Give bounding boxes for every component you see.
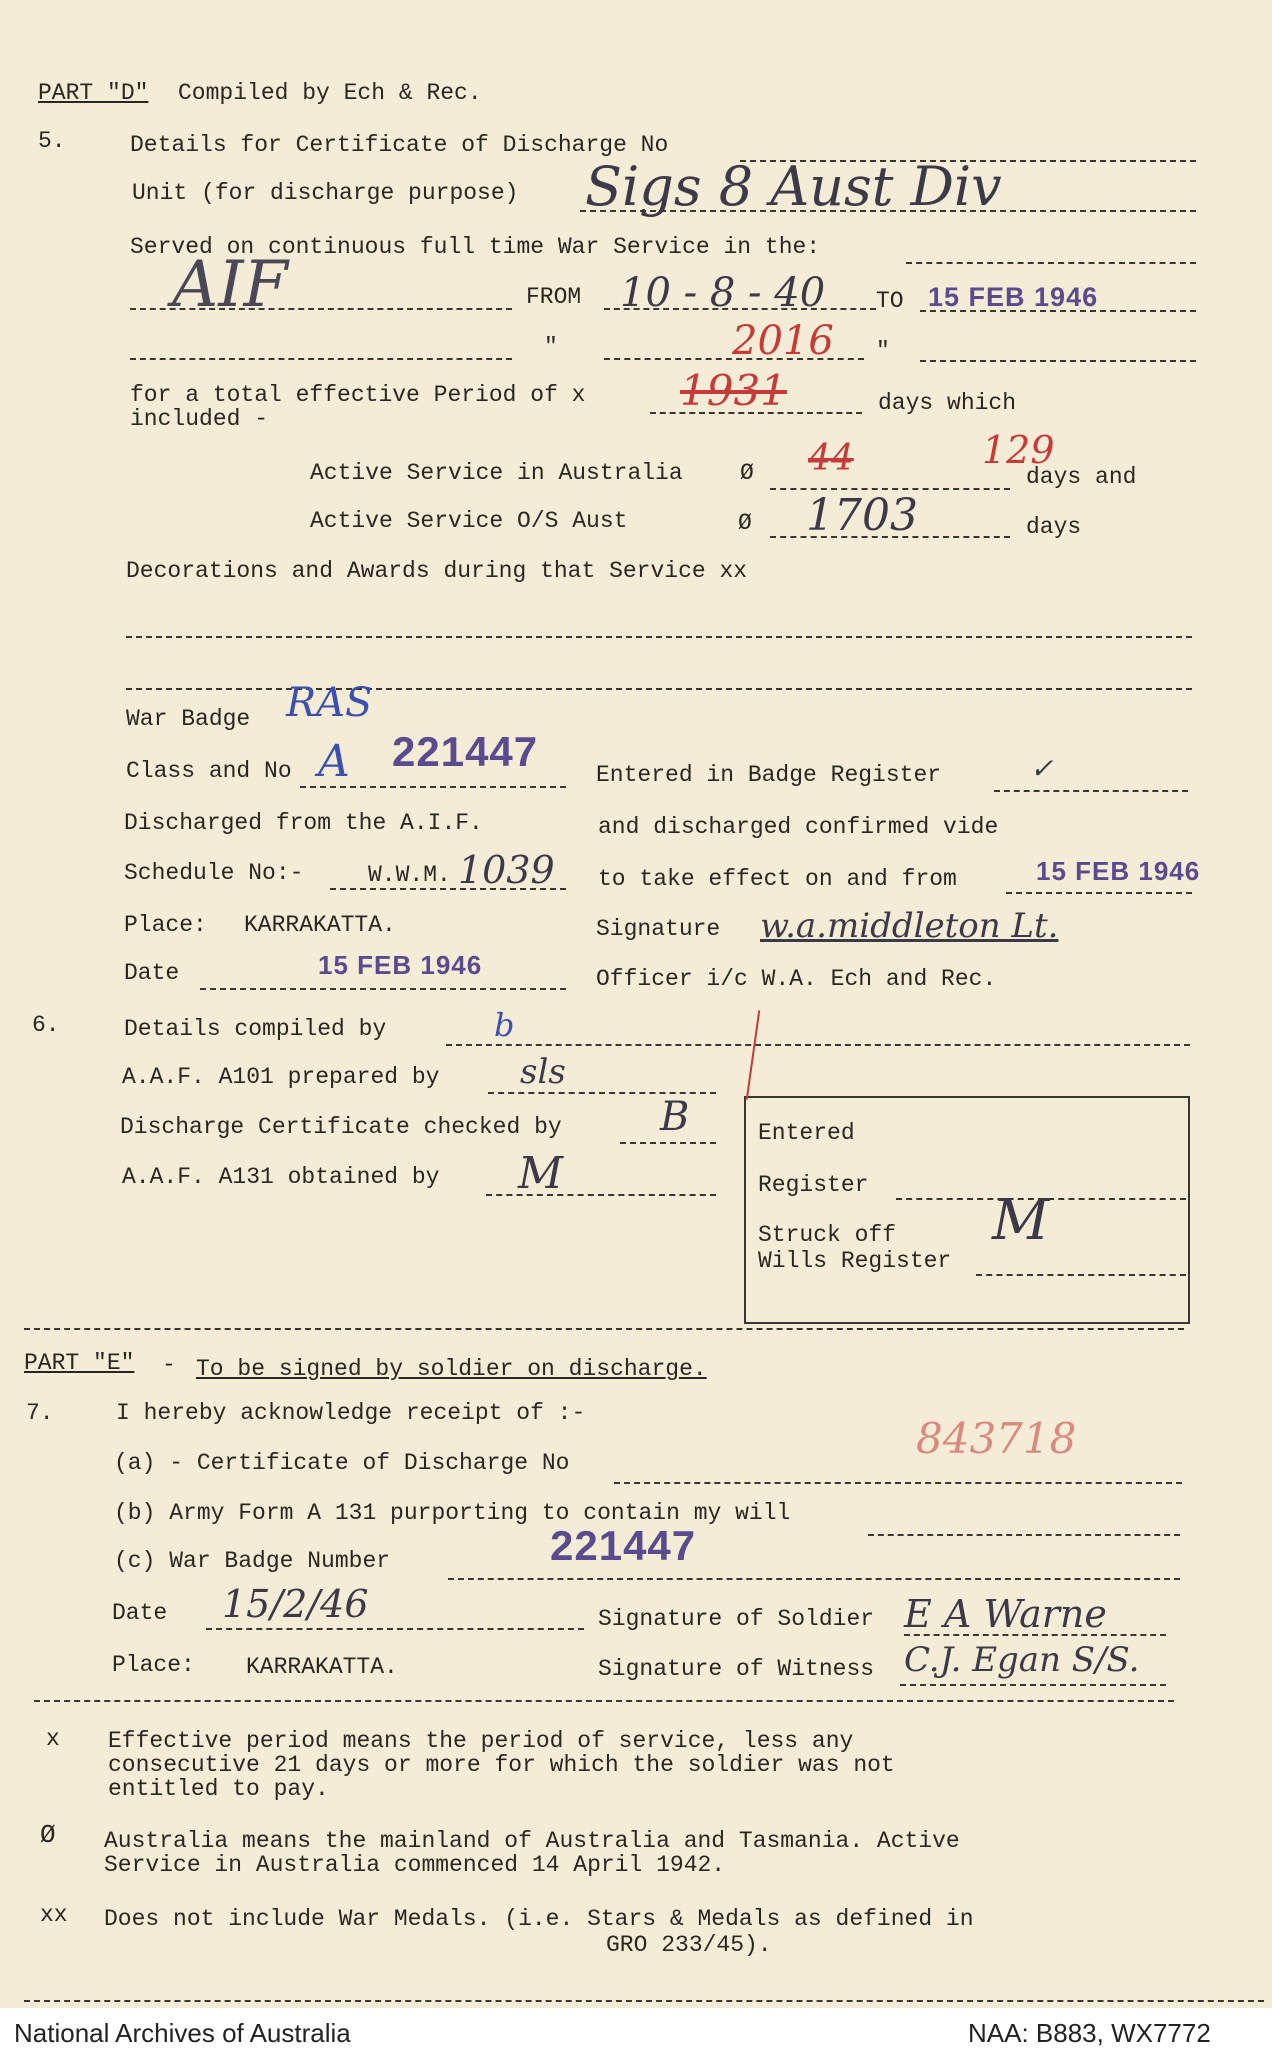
note-xx-symbol: xx <box>40 1902 68 1928</box>
archive-name: National Archives of Australia <box>14 2018 351 2048</box>
badge-register-line <box>994 790 1188 792</box>
compiled-line <box>446 1044 1190 1046</box>
aaf-a101-label: A.A.F. A101 prepared by <box>122 1064 440 1090</box>
badge-register-mark: ✓ <box>1030 752 1054 785</box>
witness-signature: C.J. Egan S/S. <box>904 1640 1140 1680</box>
wills-register-line <box>976 1274 1186 1276</box>
place-label: Place: <box>124 912 207 938</box>
item-a-label: (a) - Certificate of Discharge No <box>114 1450 570 1476</box>
part-d-title: Compiled by Ech & Rec. <box>178 80 482 106</box>
note-xx-line2: GRO 233/45). <box>606 1932 772 1958</box>
from-line <box>604 308 876 310</box>
total-days-line <box>650 412 862 414</box>
entered-badge-register-label: Entered in Badge Register <box>596 762 942 788</box>
part-e-place-value: KARRAKATTA. <box>246 1654 398 1680</box>
part-e-dash: - <box>162 1352 176 1378</box>
entered-label: Entered <box>758 1120 855 1146</box>
item-c-line <box>448 1578 1180 1580</box>
note-x-line3: entitled to pay. <box>108 1776 329 1802</box>
part-e-date-line <box>206 1628 584 1630</box>
item-b-label: (b) Army Form A 131 purporting to contain my will <box>114 1500 791 1526</box>
item-b-line <box>868 1534 1180 1536</box>
details-compiled-label: Details compiled by <box>124 1016 387 1042</box>
badge-number-stamp: 221447 <box>392 728 539 775</box>
active-os-line <box>770 536 1010 538</box>
active-aus-handwritten: 129 <box>982 428 1055 472</box>
wills-register-label: Wills Register <box>758 1248 952 1274</box>
schedule-number-handwritten: 1039 <box>458 848 555 892</box>
part-separator <box>24 1328 1184 1330</box>
take-effect-line <box>1006 892 1192 894</box>
a131-initials: M <box>518 1148 564 1199</box>
schedule-wwm: W.W.M. <box>368 862 451 888</box>
take-effect-label: to take effect on and from <box>598 866 957 892</box>
bottom-line <box>24 2000 1264 2002</box>
schedule-no-label: Schedule No:- <box>124 860 304 886</box>
note-x-line1: Effective period means the period of service, less any <box>108 1728 854 1754</box>
active-aus-label: Active Service in Australia <box>310 460 683 486</box>
note-xx-line1: Does not include War Medals. (i.e. Stars & Medals as defined in <box>104 1906 974 1932</box>
note-phi-line2: Service in Australia commenced 14 April 1942. <box>104 1852 726 1878</box>
archive-reference: NAA: B883, WX7772 <box>968 2018 1211 2048</box>
struck-off-label: Struck off <box>758 1222 897 1248</box>
wills-register-initials: M <box>992 1188 1050 1253</box>
register-box-top <box>744 1096 1188 1098</box>
part-e-date-label: Date <box>112 1600 168 1626</box>
class-no-line <box>300 786 566 788</box>
part-d-label: PART "D" <box>38 80 149 106</box>
to-label: TO <box>876 288 904 314</box>
a101-initials: sls <box>520 1052 566 1092</box>
date-stamp: 15 FEB 1946 <box>318 950 483 980</box>
days-and-label: days and <box>1026 464 1137 490</box>
from-label: FROM <box>526 284 582 310</box>
discharge-confirmed-label: and discharged confirmed vide <box>598 814 999 840</box>
days-handwritten: 2016 <box>732 318 834 364</box>
witness-signature-line <box>900 1684 1166 1686</box>
item-c-label: (c) War Badge Number <box>114 1548 391 1574</box>
item-a-line <box>614 1482 1182 1484</box>
note-phi-line1: Australia means the mainland of Australia and Tasmania. Active <box>104 1828 960 1854</box>
to-date-stamp: 15 FEB 1946 <box>928 282 1099 312</box>
from-date-handwritten: 10 - 8 - 40 <box>620 270 826 316</box>
officer-signature: w.a.middleton Lt. <box>760 906 1059 946</box>
discharged-aif-label: Discharged from the A.I.F. <box>124 810 483 836</box>
second-from-line <box>604 358 864 360</box>
note-phi-symbol: Ø <box>40 1820 56 1850</box>
register-label: Register <box>758 1172 869 1198</box>
date-line <box>200 988 566 990</box>
active-os-label: Active Service O/S Aust <box>310 508 628 534</box>
section-5-number: 5. <box>38 128 66 154</box>
acknowledge-label: I hereby acknowledge receipt of :- <box>116 1400 586 1426</box>
unit-handwritten: Sigs 8 Aust Div <box>585 155 1002 218</box>
cert-checked-initials: B <box>660 1094 690 1140</box>
discharge-cert-no-label: Details for Certificate of Discharge No <box>130 132 669 158</box>
section-7-number: 7. <box>26 1400 54 1426</box>
schedule-line <box>330 888 566 890</box>
part-e-place-label: Place: <box>112 1652 195 1678</box>
class-letter-handwritten: A <box>318 736 350 787</box>
certificate-number-handwritten: 843718 <box>916 1414 1077 1463</box>
active-os-handwritten: 1703 <box>806 490 918 541</box>
soldier-signature-line <box>904 1634 1166 1636</box>
soldier-signature-label: Signature of Soldier <box>598 1606 875 1632</box>
unit-line <box>580 210 1196 212</box>
place-value: KARRAKATTA. <box>244 912 396 938</box>
unit-label: Unit (for discharge purpose) <box>132 180 519 206</box>
aaf-a131-label: A.A.F. A131 obtained by <box>122 1164 440 1190</box>
part-e-title: To be signed by soldier on discharge. <box>196 1356 707 1382</box>
part-e-label: PART "E" <box>24 1350 135 1376</box>
checked-line <box>620 1142 716 1144</box>
note-x-symbol: x <box>46 1726 60 1752</box>
ditto-mark-2: " <box>876 338 890 364</box>
served-line <box>906 262 1196 264</box>
total-days-handwritten: 1931 <box>680 366 787 415</box>
witness-signature-label: Signature of Witness <box>598 1656 875 1682</box>
soldier-signature: E A Warne <box>904 1592 1107 1636</box>
cert-checked-label: Discharge Certificate checked by <box>120 1114 562 1140</box>
total-period-label: for a total effective Period of x <box>130 382 586 408</box>
war-badge-number-stamp: 221447 <box>550 1522 697 1569</box>
phi-symbol-1: Ø <box>740 460 754 486</box>
decorations-label: Decorations and Awards during that Service xx <box>126 558 748 584</box>
force-handwritten: AIF <box>172 248 288 322</box>
served-label: Served on continuous full time War Service in the: <box>130 234 821 260</box>
days-label: days <box>1026 514 1082 540</box>
take-effect-stamp: 15 FEB 1946 <box>1036 856 1201 886</box>
section-6-number: 6. <box>32 1012 60 1038</box>
class-no-label: Class and No <box>126 758 292 784</box>
date-label: Date <box>124 960 180 986</box>
archive-footer <box>0 2008 1272 2048</box>
second-force-line <box>130 358 512 360</box>
active-aus-crossed: 44 <box>808 438 854 479</box>
ditto-mark-1: " <box>544 334 558 360</box>
officer-label: Officer i/c W.A. Ech and Rec. <box>596 966 997 992</box>
decorations-line-1 <box>126 636 1192 638</box>
war-badge-label: War Badge <box>126 706 251 732</box>
note-x-line2: consecutive 21 days or more for which the soldier was not <box>108 1752 895 1778</box>
signature-label: Signature <box>596 916 721 942</box>
compiled-initials: b <box>494 1006 515 1044</box>
force-line <box>130 308 512 310</box>
days-which-label: days which <box>878 390 1017 416</box>
included-label: included - <box>130 406 269 432</box>
red-pencil-stroke <box>746 1010 761 1099</box>
part-e-date-handwritten: 15/2/46 <box>222 1582 369 1626</box>
a131-line <box>486 1194 716 1196</box>
to-line <box>920 310 1196 312</box>
second-to-line <box>920 360 1196 362</box>
phi-symbol-2: Ø <box>738 510 752 536</box>
war-badge-handwritten: RAS <box>286 680 373 726</box>
notes-separator <box>34 1700 1174 1702</box>
